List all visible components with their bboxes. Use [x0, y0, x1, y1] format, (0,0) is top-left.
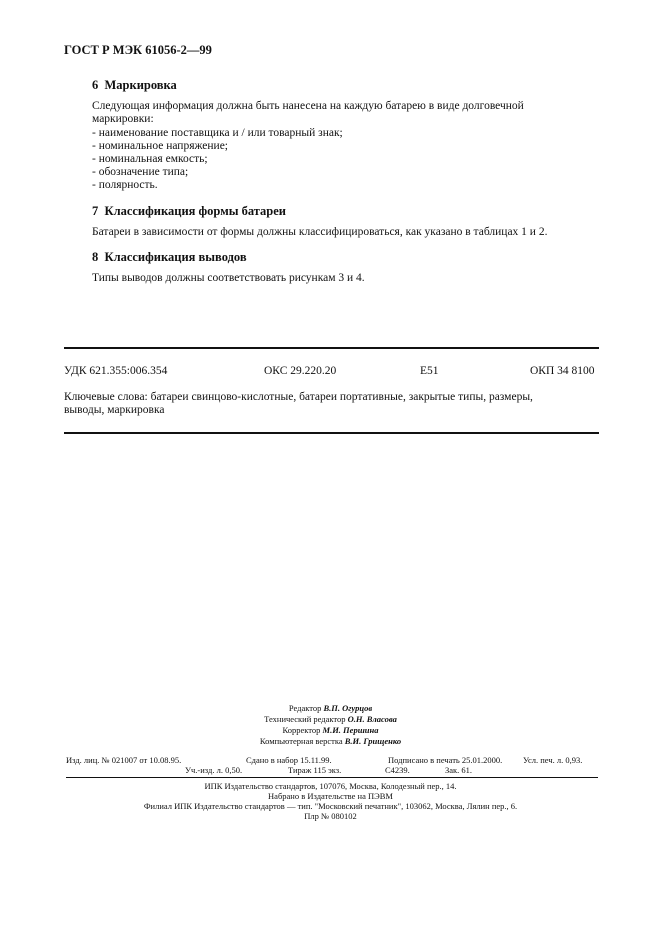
section-8-text: Типы выводов должны соответствовать рисункам 3 и 4.: [92, 272, 365, 284]
credit-name: В.И. Грищенко: [344, 736, 402, 746]
section-6-intro-line2: маркировки:: [92, 113, 154, 125]
imprint-print-sheets: Усл. печ. л. 0,93.: [523, 755, 583, 765]
credit-label: Технический редактор: [264, 714, 346, 724]
top-rule: [64, 347, 599, 349]
imprint-plr: Плр № 080102: [304, 811, 357, 821]
bottom-rule: [64, 432, 599, 434]
e-code: Е51: [420, 365, 439, 377]
imprint-license: Изд. лиц. № 021007 от 10.08.95.: [66, 755, 182, 765]
imprint-divider: [66, 777, 598, 778]
imprint-signed: Подписано в печать 25.01.2000.: [388, 755, 503, 765]
list-item: - номинальное напряжение;: [92, 140, 228, 152]
imprint-branch: Филиал ИПК Издательство стандартов — тип. "Московский печатник", 103062, Москва, Лялин пер., 6.: [143, 801, 518, 811]
section-8-heading: [92, 250, 247, 265]
credit-tech-editor: [0, 714, 661, 724]
imprint-circulation: Тираж 115 экз.: [288, 765, 342, 775]
credit-editor: [0, 703, 661, 713]
credit-label: Редактор: [288, 703, 322, 713]
credit-label: Корректор: [282, 725, 321, 735]
okp-code: ОКП 34 8100: [530, 365, 595, 377]
keywords-line2: выводы, маркировка: [64, 404, 165, 416]
credit-name: В.П. Огурцов: [323, 703, 373, 713]
imprint-code: С4239.: [385, 765, 410, 775]
document-code: ГОСТ Р МЭК 61056-2—99: [64, 43, 212, 57]
imprint-order: Зак. 61.: [445, 765, 473, 775]
credit-name: М.И. Першина: [322, 725, 379, 735]
list-item: - обозначение типа;: [92, 166, 189, 178]
keywords-line1: Ключевые слова: батареи свинцово-кислотные, батареи портативные, закрытые типы, размеры,: [64, 391, 533, 403]
imprint-publisher: ИПК Издательство стандартов, 107076, Москва, Колодезный пер., 14.: [204, 781, 457, 791]
oks-code: ОКС 29.220.20: [264, 365, 337, 377]
section-number: 6: [92, 78, 99, 92]
list-item: - номинальная емкость;: [92, 153, 208, 165]
section-7-heading: [92, 204, 286, 219]
section-6-heading: [92, 78, 177, 93]
credit-layout: [0, 736, 661, 746]
credit-name: О.Н. Власова: [347, 714, 397, 724]
udk-code: УДК 621.355:006.354: [64, 365, 168, 377]
section-7-text: Батареи в зависимости от формы должны классифицироваться, как указано в таблицах 1 и 2.: [92, 226, 548, 238]
list-item: - полярность.: [92, 179, 158, 191]
section-number: 7: [92, 204, 99, 218]
list-item: - наименование поставщика и / или товарный знак;: [92, 127, 343, 139]
section-title: Классификация формы батареи: [104, 204, 287, 218]
section-title: Маркировка: [104, 78, 177, 92]
section-number: 8: [92, 250, 99, 264]
credit-corrector: [0, 725, 661, 735]
imprint-typeset: Набрано в Издательстве на ПЭВМ: [268, 791, 393, 801]
imprint-submitted: Сдано в набор 15.11.99.: [246, 755, 332, 765]
section-title: Классификация выводов: [104, 250, 247, 264]
credit-label: Компьютерная верстка: [259, 736, 343, 746]
section-6-intro-line1: Следующая информация должна быть нанесена на каждую батарею в виде долговечной: [92, 100, 524, 112]
imprint-pub-sheets: Уч.-изд. л. 0,50.: [185, 765, 243, 775]
